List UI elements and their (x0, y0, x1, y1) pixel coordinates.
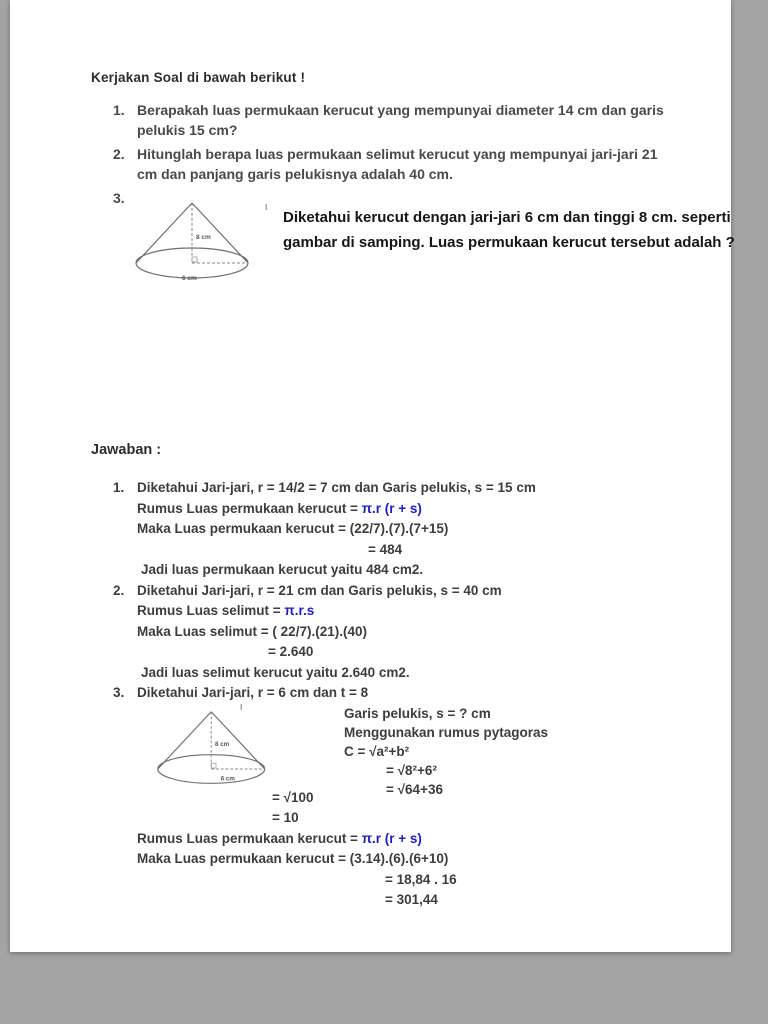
answer3-result-2: = 301,44 (385, 892, 438, 907)
question-text-2: Hitunglah berapa luas permukaan selimut kerucut yang mempunyai jari-jari 21 cm dan panjang garis pelukisnya adalah 40 cm. (137, 146, 658, 182)
cone-diagram-icon (130, 197, 264, 285)
answer3-step-1: = √100 (272, 789, 314, 805)
question-number-3: 3. (113, 190, 125, 206)
answer3-result-1: = 18,84 . 16 (385, 871, 457, 887)
answer2-given: Diketahui Jari-jari, r = 21 cm dan Garis pelukis, s = 40 cm (137, 582, 502, 598)
answer3-side-line-1: Garis pelukis, s = ? cm (344, 705, 491, 721)
cone-diagram-icon (151, 706, 281, 790)
answer3-side-line-3: C = √a²+b² (344, 743, 410, 759)
cone-figure-answer (151, 706, 281, 797)
answer2-conclusion: Jadi luas selimut kerucut yaitu 2.640 cm2. (141, 664, 410, 680)
answer-number-3: 3. (113, 685, 125, 700)
answer1-result: = 484 (368, 541, 403, 557)
answer-item-1 (113, 478, 721, 581)
worksheet-heading: Kerjakan Soal di bawah berikut ! (91, 70, 306, 85)
answer2-formula-line (137, 601, 721, 622)
answer2-formula-highlight: π.r.s (284, 603, 315, 618)
answer1-formula-highlight: π.r (r + s) (361, 500, 422, 516)
figure-base-label: 6 cm (182, 275, 197, 282)
answer3-formula-label: Rumus Luas permukaan kerucut = (137, 830, 362, 846)
question-number-1: 1. (113, 102, 125, 118)
answer-number-1: 1. (113, 480, 125, 495)
figure-apex-tick: I (265, 203, 268, 212)
answers-heading: Jawaban : (91, 442, 162, 458)
question-text-1: Berapakah luas permukaan kerucut yang mempunyai diameter 14 cm dan garis pelukis 15 cm? (137, 102, 664, 138)
answer3-step-2: = 10 (272, 810, 299, 825)
figure-apex-tick-2: I (240, 702, 243, 712)
answer1-formula-line (137, 499, 721, 520)
answer-list (113, 478, 721, 911)
answer3-formula-highlight: π.r (r + s) (361, 830, 422, 846)
question-list (113, 100, 735, 296)
answer3-side-line-5: = √64+36 (386, 781, 443, 797)
cone-figure-question (130, 197, 264, 290)
answer3-side-line-2: Menggunakan rumus pytagoras (344, 724, 549, 740)
answer3-side-line-4: = √8²+6² (386, 762, 437, 778)
figure-base-label: 6 cm (220, 774, 235, 782)
question-number-2: 2. (113, 146, 125, 162)
answer-item-2 (113, 581, 721, 684)
question-text-3: Diketahui kerucut dengan jari-jari 6 cm dan tinggi 8 cm. seperti gambar di samping. Luas permukaan kerucut tersebut adalah ? (283, 209, 735, 251)
pythagoras-work (344, 704, 664, 799)
answer2-result: = 2.640 (268, 644, 314, 659)
answer3-substitution: Maka Luas permukaan kerucut = (3.14).(6).(6+10) (137, 851, 449, 866)
answer1-substitution: Maka Luas permukaan kerucut = (22/7).(7).(7+15) (137, 521, 449, 536)
document-page (10, 0, 735, 952)
answer1-given: Diketahui Jari-jari, r = 14/2 = 7 cm dan Garis pelukis, s = 15 cm (137, 480, 536, 495)
figure-height-label: 8 cm (215, 740, 230, 748)
answer2-substitution: Maka Luas selimut = ( 22/7).(21).(40) (137, 623, 367, 639)
answer-number-2: 2. (113, 582, 125, 598)
answer2-formula-label: Rumus Luas selimut = (137, 603, 285, 618)
answer1-formula-label: Rumus Luas permukaan kerucut = (137, 500, 362, 516)
question-item-3 (113, 188, 735, 296)
question-item-2 (113, 144, 713, 184)
answer-item-3 (113, 683, 721, 911)
answer3-given: Diketahui Jari-jari, r = 6 cm dan t = 8 (137, 685, 369, 700)
question-item-1 (113, 100, 713, 140)
figure-height-label: 8 cm (196, 234, 211, 241)
answer1-conclusion: Jadi luas permukaan kerucut yaitu 484 cm2. (141, 562, 424, 577)
answer3-formula-line (137, 829, 721, 850)
